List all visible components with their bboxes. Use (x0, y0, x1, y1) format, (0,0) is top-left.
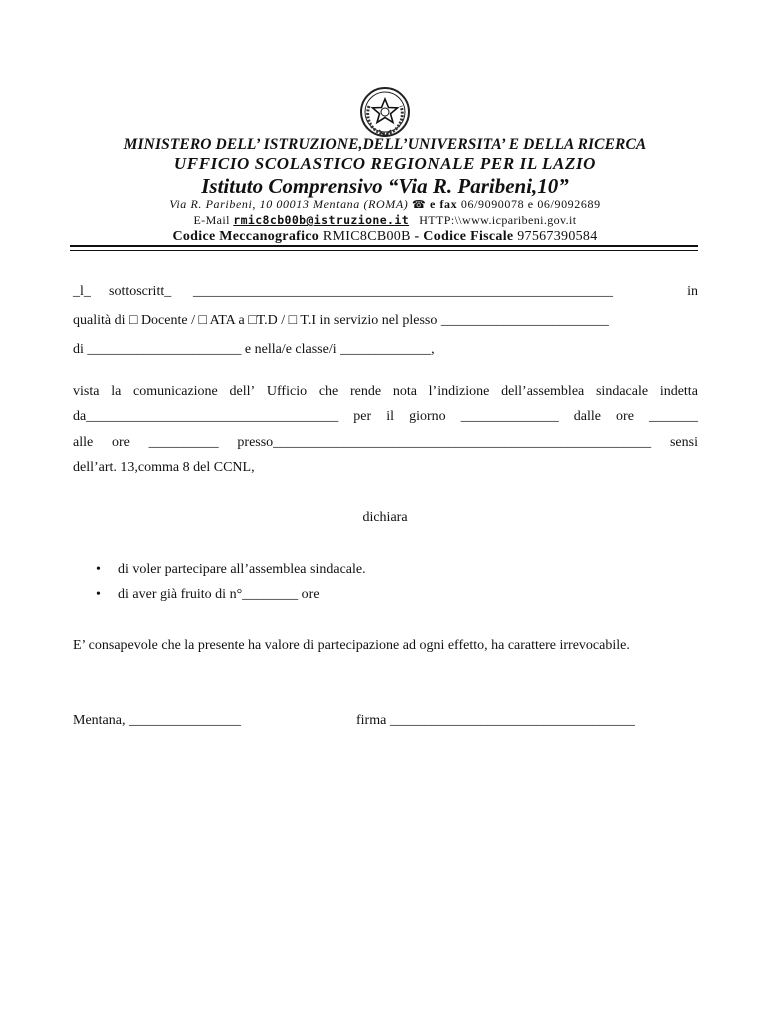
bullet-text: di voler partecipare all’assemblea sindacale. (118, 562, 366, 577)
signature-field[interactable]: firma ___________________________________ (356, 713, 635, 728)
in-label: in (687, 284, 698, 299)
bullet-icon: • (96, 587, 101, 602)
word: giorno (409, 409, 446, 424)
ministry-title: MINISTERO DELL’ ISTRUZIONE,DELL’UNIVERSITA’ E DELLA RICERCA (123, 136, 647, 153)
word: alle (73, 435, 94, 450)
fiscal-label: - Codice Fiscale (414, 229, 514, 244)
email-link[interactable]: rmic8cb00b@istruzione.it (233, 213, 410, 227)
word: rende (350, 384, 382, 399)
fax-label: e fax (429, 197, 458, 211)
word: comunicazione (133, 384, 218, 399)
word: che (318, 384, 339, 399)
contact-line (0, 213, 770, 228)
word: sensi (669, 435, 698, 450)
declare-heading: dichiara (362, 510, 408, 525)
list-item (96, 587, 320, 603)
header-divider-thin (70, 250, 698, 251)
word: nota (392, 384, 417, 399)
word: per (353, 409, 372, 424)
word: sindacale (595, 384, 649, 399)
bullet-icon: • (96, 562, 101, 577)
form-line-role[interactable]: qualità di □ Docente / □ ATA a □T.D / □ T.I in servizio nel plesso ________________________ (73, 313, 609, 328)
school-name: Istituto Comprensivo “Via R. Paribeni,10” (201, 174, 569, 198)
list-item (96, 562, 366, 578)
date-blank[interactable]: ______________ (460, 409, 559, 424)
form-line-date (73, 409, 698, 425)
fiscal-code: 97567390584 (517, 229, 598, 244)
word: dell’assemblea (501, 384, 585, 399)
school-address: Via R. Paribeni, 10 00013 Mentana (ROMA) (169, 197, 409, 211)
header-divider-thick (70, 245, 698, 247)
italian-republic-emblem-icon (357, 84, 413, 140)
bullet-text[interactable]: di aver già fruito di n°________ ore (118, 587, 320, 602)
word: indetta (659, 384, 698, 399)
called-by-blank[interactable]: da____________________________________ (73, 409, 339, 424)
word: Ufficio (266, 384, 308, 399)
word: l’indizione (428, 384, 490, 399)
website-link[interactable]: HTTP:\\www.icparibeni.gov.it (419, 213, 577, 227)
word: la (111, 384, 122, 399)
undersigned-label: sottoscritt_ (109, 284, 172, 299)
irrevocable-statement: E’ consapevole che la presente ha valore di partecipazione ad ogni effetto, ha carattere irrevocabile. (73, 638, 630, 653)
word: ore (111, 435, 130, 450)
address-line (0, 197, 770, 212)
mechanographic-code: RMIC8CB00B (322, 229, 411, 244)
form-line-communication (73, 384, 698, 400)
form-line-class[interactable]: di ______________________ e nella/e classe/i _____________, (73, 342, 435, 357)
place-date-field[interactable]: Mentana, ________________ (73, 713, 241, 728)
location-blank[interactable]: presso______________________________________________________ (237, 435, 652, 450)
word: ore (616, 409, 634, 424)
end-time-blank[interactable]: __________ (148, 435, 219, 450)
regional-office-title: UFFICIO SCOLASTICO REGIONALE PER IL LAZIO (173, 154, 597, 173)
name-blank[interactable]: ____________________________________________________________ (193, 284, 613, 299)
word: dell’ (229, 384, 256, 399)
codes-line (0, 229, 770, 245)
word: vista (73, 384, 100, 399)
form-line-place (73, 435, 698, 451)
word: dalle (573, 409, 601, 424)
code-label: Codice Meccanografico (172, 229, 320, 244)
form-line-article: dell’art. 13,comma 8 del CCNL, (73, 460, 255, 475)
start-time-blank[interactable]: _______ (649, 409, 698, 424)
gender-blank[interactable]: _l_ (73, 284, 91, 299)
telephone-icon: ☎ (412, 199, 427, 211)
email-label: E-Mail (193, 213, 230, 227)
fax-numbers: 06/9090078 e 06/9092689 (460, 197, 601, 211)
word: il (386, 409, 395, 424)
